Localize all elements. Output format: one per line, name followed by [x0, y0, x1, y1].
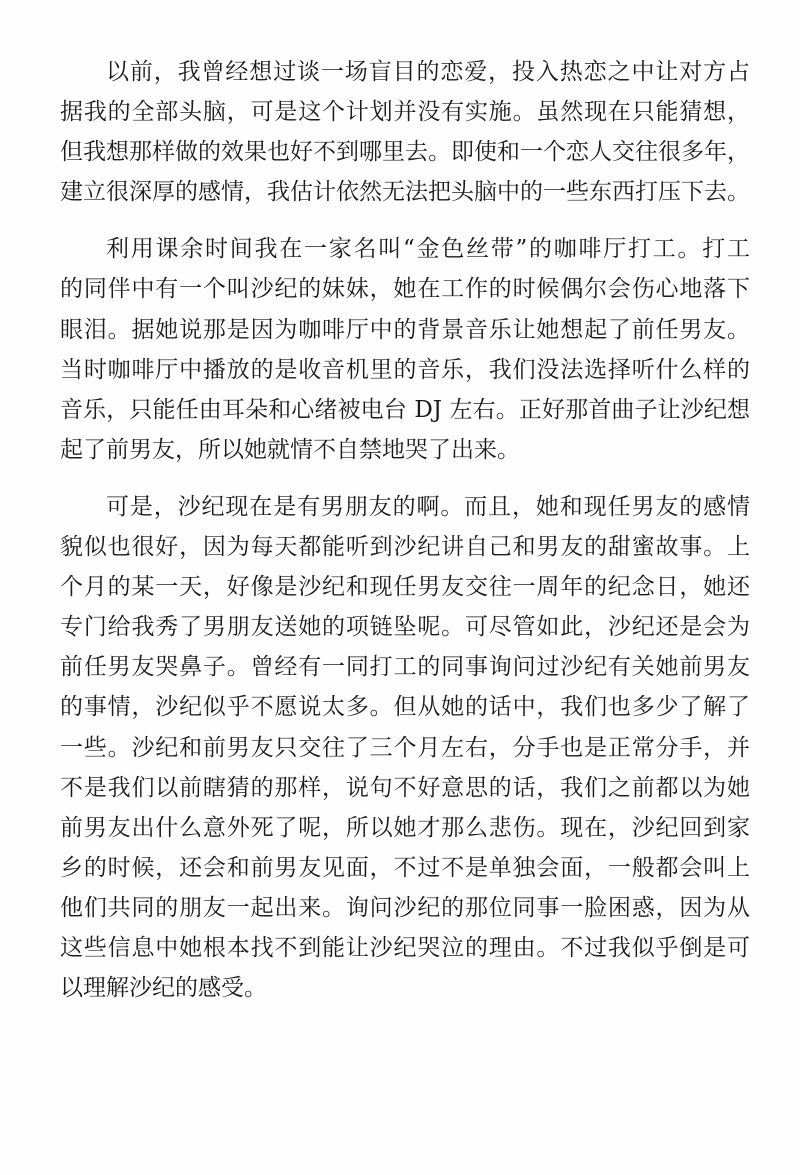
- text-line: 貌似也很好，因为每天都能听到沙纪讲自己和男友的甜蜜故事。上: [60, 534, 750, 561]
- text-line: 起了前男友，所以她就情不自禁地哭了出来。: [60, 436, 520, 463]
- text-line: 据我的全部头脑，可是这个计划并没有实施。虽然现在只能猜想，: [60, 99, 750, 126]
- text-line: 一些。沙纪和前男友只交往了三个月左右，分手也是正常分手，并: [60, 734, 750, 761]
- text-line: 眼泪。据她说那是因为咖啡厅中的背景音乐让她想起了前任男友。: [60, 316, 750, 343]
- text-line: 这些信息中她根本找不到能让沙纪哭泣的理由。不过我似乎倒是可: [60, 934, 750, 961]
- text-line: 前男友出什么意外死了呢，所以她才那么悲伤。现在，沙纪回到家: [60, 814, 750, 841]
- text-line: 个月的某一天，好像是沙纪和现任男友交往一周年的纪念日，她还: [60, 574, 750, 601]
- paragraph-3: [60, 487, 750, 1008]
- text-line: 他们共同的朋友一起出来。询问沙纪的那位同事一脸困惑，因为从: [60, 894, 750, 921]
- text-line: 但我想那样做的效果也好不到哪里去。即使和一个恋人交往很多年，: [60, 139, 750, 166]
- text-line: 音乐，只能任由耳朵和心绪被电台 DJ 左右。正好那首曲子让沙纪想: [60, 396, 750, 423]
- text-line: 的同伴中有一个叫沙纪的妹妹，她在工作的时候偶尔会伤心地落下: [60, 276, 750, 303]
- text-line: 不是我们以前瞎猜的那样，说句不好意思的话，我们之前都以为她: [60, 774, 750, 801]
- text-line: 前任男友哭鼻子。曾经有一同打工的同事询问过沙纪有关她前男友: [60, 654, 750, 681]
- text-line: 以理解沙纪的感受。: [60, 975, 267, 1002]
- text-line: 建立很深厚的感情，我估计依然无法把头脑中的一些东西打压下去。: [60, 179, 750, 206]
- text-line: 利用课余时间我在一家名叫“金色丝带”的咖啡厅打工。打工: [106, 236, 750, 263]
- text-line: 以前，我曾经想过谈一场盲目的恋爱，投入热恋之中让对方占: [106, 59, 750, 85]
- text-line: 可是，沙纪现在是有男朋友的啊。而且，她和现任男友的感情: [106, 493, 750, 520]
- document-page: [60, 52, 750, 1025]
- paragraph-1: [60, 52, 750, 212]
- paragraph-2: [60, 229, 750, 470]
- text-line: 专门给我秀了男朋友送她的项链坠呢。可尽管如此，沙纪还是会为: [60, 614, 750, 641]
- text-line: 的事情，沙纪似乎不愿说太多。但从她的话中，我们也多少了解了: [60, 694, 750, 721]
- text-line: 乡的时候，还会和前男友见面，不过不是单独会面，一般都会叫上: [60, 854, 750, 881]
- text-line: 当时咖啡厅中播放的是收音机里的音乐，我们没法选择听什么样的: [60, 356, 750, 383]
